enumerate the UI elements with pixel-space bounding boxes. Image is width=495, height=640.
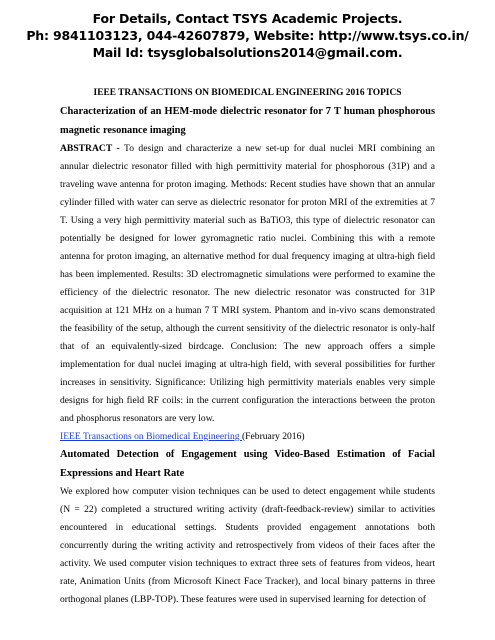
journal-link[interactable]: IEEE Transactions on Biomedical Engineering	[60, 431, 242, 442]
header-line-3: Mail Id: tsysglobalsolutions2014@gmail.com.	[92, 45, 403, 60]
document-body	[60, 84, 435, 609]
header-line-1: For Details, Contact TSYS Academic Projects.	[92, 11, 403, 26]
publication-date: (February 2016)	[241, 431, 305, 442]
abstract-text: To design and characterize a new set-up for dual nuclei MRI combining an annular dielectric resonator filled with high permittivity material for phosphorous (31P) and a traveling wave antenna for proton imaging. Methods: Recent studies have shown that an annular cylinder filled with water can serve as dielectric resonator for proton MRI of the extremities at 7 T. Using a very high permittivity material such as BaTiO3, this type of dielectric resonator can potentially be designed for lower gyromagnetic ratio nuclei. Combining this with a remote antenna for proton imaging, an alternative method for dual frequency imaging at ultra-high field has been implemented. Results: 3D electromagnetic simulations were performed to examine the efficiency of the dielectric resonator. The new dielectric resonator was constructed for 31P acquisition at 121 MHz on a human 7 T MRI system. Phantom and in-vivo scans demonstrated the feasibility of the setup, although the current sensitivity of the dielectric resonator is only-half that of an equivalently-sized birdcage. Conclusion: The new approach offers a simple implementation for dual nuclei imaging at ultra-high field, with several possibilities for further increases in sensitivity. Significance: Utilizing high permittivity materials enables very simple designs for high field RF coils: in the current configuration the interactions between the proton and phosphorus resonators are very low.	[60, 143, 435, 424]
contact-header	[0, 10, 495, 61]
section-title: IEEE TRANSACTIONS ON BIOMEDICAL ENGINEERING 2016 TOPICS	[93, 88, 402, 98]
paper-abstract: We explored how computer vision techniques can be used to detect engagement while students (N = 22) completed a structured writing activity (draft-feedback-review) similar to activities encountered in educational settings. Students provided engagement annotations both concurrently during the writing activity and retrospectively from videos of their faces after the activity. We used computer vision techniques to extract three sets of features from videos, heart rate, Animation Units (from Microsoft Kinect Face Tracker), and local binary patterns in three orthogonal planes (LBP-TOP). These features were used in supervised learning for detection of	[60, 486, 435, 605]
paper-title: Characterization of an HEM-mode dielectric resonator for 7 T human phosphorous magnetic resonance imaging	[60, 106, 435, 136]
paper-title: Automated Detection of Engagement using Video-Based Estimation of Facial Expressions and Heart Rate	[60, 449, 435, 479]
paper-abstract	[60, 140, 435, 428]
abstract-label: ABSTRACT -	[60, 143, 125, 154]
header-line-2: Ph: 9841103123, 044-42607879, Website: http://www.tsys.co.in/	[26, 28, 469, 43]
journal-reference	[60, 428, 435, 446]
